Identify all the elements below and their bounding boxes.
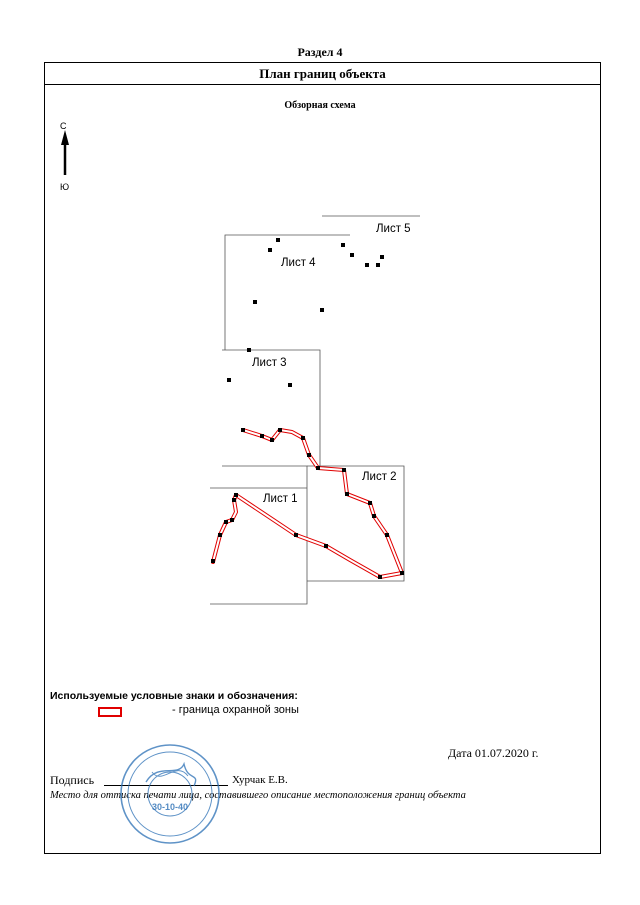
boundary-point [260, 434, 264, 438]
boundary-point [270, 438, 274, 442]
boundary-point [227, 378, 231, 382]
schema-title: Обзорная схема [284, 100, 356, 111]
boundary-point [400, 571, 404, 575]
boundary-point [276, 238, 280, 242]
document-date: Дата 01.07.2020 г. [448, 746, 539, 760]
sheet-2-label: Лист 2 [362, 471, 397, 483]
boundary-point [378, 575, 382, 579]
seal-stamp-icon [118, 742, 222, 846]
boundary-point [253, 300, 257, 304]
legend-boundary-swatch [98, 707, 122, 717]
legend-title: Используемые условные знаки и обозначения: [50, 690, 298, 702]
boundary-point [385, 533, 389, 537]
boundary-point [316, 466, 320, 470]
sheet-1-label: Лист 1 [263, 493, 298, 505]
sheet-frames [210, 216, 420, 604]
boundary-point [288, 383, 292, 387]
compass-north-label: С [60, 121, 67, 131]
stamp-number: 30-10-40 [151, 802, 189, 812]
boundary-point [376, 263, 380, 267]
compass-south-label: Ю [60, 182, 70, 192]
boundary-point [211, 559, 215, 563]
boundary-point [341, 243, 345, 247]
signature-label: Подпись [50, 773, 95, 787]
boundary-inner-line [213, 430, 402, 577]
boundary-point [241, 428, 245, 432]
boundary-points [211, 238, 404, 579]
boundary-point [365, 263, 369, 267]
boundary-point [350, 253, 354, 257]
boundary-point [247, 348, 251, 352]
stamp-place-text: Место для оттиска печати лица, составившего описание местоположения границ объекта [50, 790, 466, 801]
legend-item-text: - граница охранной зоны [172, 704, 299, 716]
boundary-point [278, 428, 282, 432]
compass [60, 121, 69, 192]
boundary-point [342, 468, 346, 472]
boundary-point [307, 453, 311, 457]
boundary-point [224, 520, 228, 524]
north-arrow-icon [61, 130, 69, 145]
boundary-point [232, 498, 236, 502]
boundary-point [268, 248, 272, 252]
sheet-4-label: Лист 4 [281, 257, 316, 269]
boundary-point [345, 492, 349, 496]
section-title: Раздел 4 [297, 45, 343, 59]
sheet-3-label: Лист 3 [252, 357, 287, 369]
boundary-point [234, 493, 238, 497]
plan-title: План границ объекта [45, 63, 600, 85]
sheet-5-label: Лист 5 [376, 223, 411, 235]
boundary-point [218, 533, 222, 537]
protection-zone-boundary [213, 430, 402, 577]
boundary-point [320, 308, 324, 312]
boundary-point [294, 533, 298, 537]
boundary-point [301, 436, 305, 440]
signer-name: Хурчак Е.В. [232, 774, 288, 786]
boundary-point [372, 514, 376, 518]
boundary-point [324, 544, 328, 548]
boundary-point [230, 518, 234, 522]
boundary-point [380, 255, 384, 259]
boundary-point [368, 501, 372, 505]
sheet-4-frame [225, 235, 350, 350]
